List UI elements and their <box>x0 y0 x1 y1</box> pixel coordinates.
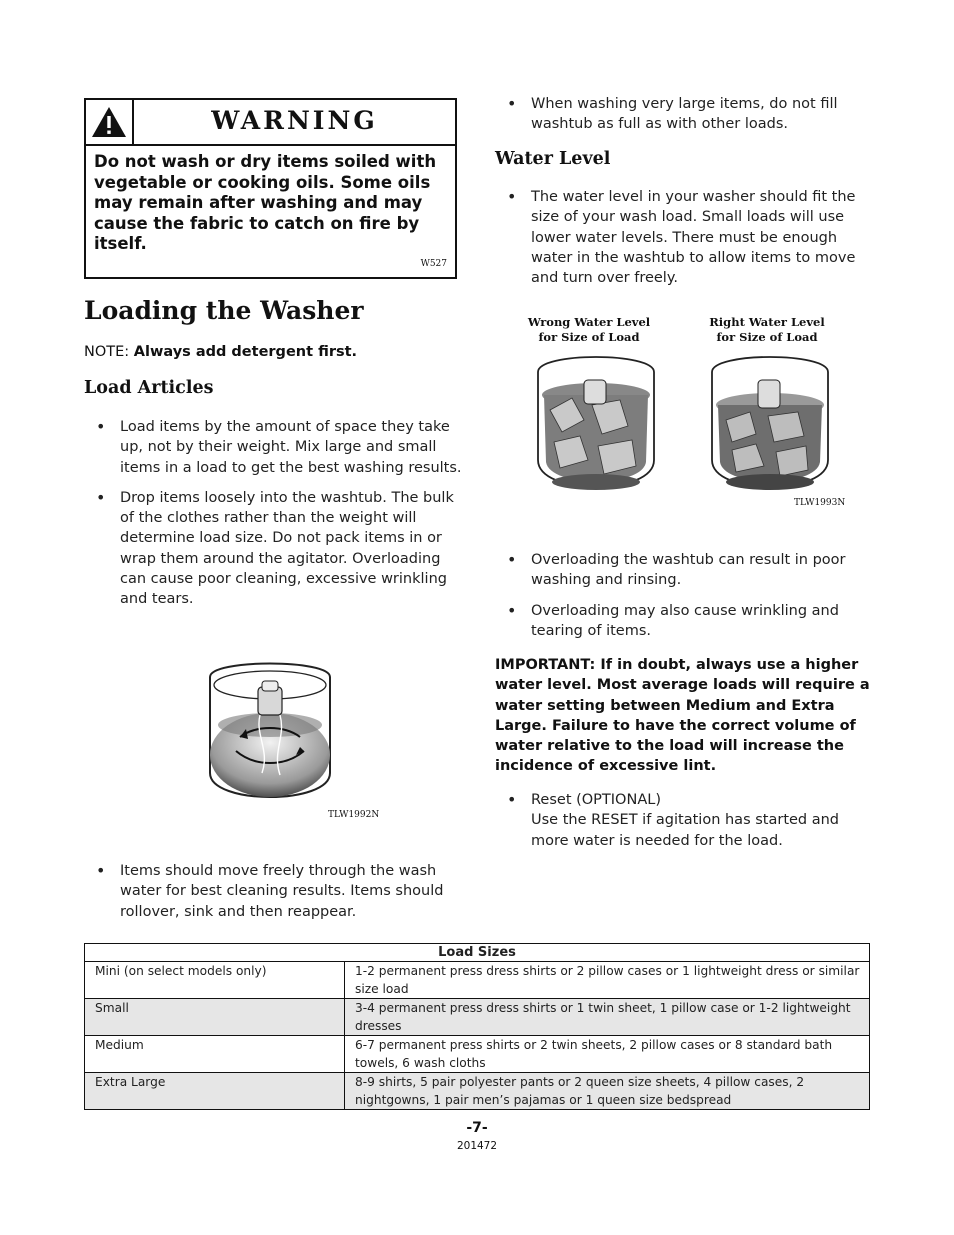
table-cell-desc: 8-9 shirts, 5 pair polyester pants or 2 queen size sheets, 4 pillow cases, 2 nightgowns, 1 pair men’s pajamas or 1 queen size bedspread <box>345 1073 870 1110</box>
document-number: 201472 <box>456 1140 498 1152</box>
warning-box <box>84 98 457 279</box>
table-row <box>85 999 870 1036</box>
table-title: Load Sizes <box>85 944 870 962</box>
warning-title: WARNING <box>211 106 378 135</box>
water-level-list <box>495 187 875 298</box>
section-title: Loading the Washer <box>84 296 364 325</box>
warning-code: W527 <box>420 259 447 269</box>
page-number: -7- <box>466 1120 488 1136</box>
important-text: If in doubt, always use a higher water level. Most average loads will require a water setting between Medium and Extra Large. Failure to have the correct volume of water relative to the load will increase the incidence of excessive lint. <box>495 657 870 775</box>
table-cell-desc: 3-4 permanent press dress shirts or 1 twin sheet, 1 pillow case or 1-2 lightweight dresses <box>345 999 870 1036</box>
wrong-level-caption: Wrong Water Level for Size of Load <box>527 315 651 344</box>
load-sizes-table <box>84 943 870 1110</box>
washtub-agitator-illustration <box>200 655 340 815</box>
note-text: Always add detergent first. <box>133 344 358 360</box>
water-level-heading: Water Level <box>495 149 611 169</box>
figure-code: TLW1992N <box>328 810 380 820</box>
list-item: • Load items by the amount of space they take up, not by their weight. Mix large and small items in a load to get the best washing results. <box>84 417 464 478</box>
table-cell-size: Mini (on select models only) <box>85 962 345 999</box>
warning-triangle-icon <box>86 100 132 144</box>
table-row <box>85 1036 870 1073</box>
load-articles-list <box>84 417 464 620</box>
warning-header <box>86 100 455 146</box>
wrong-water-level-illustration <box>532 350 660 500</box>
note-line <box>84 344 357 360</box>
list-item: • When washing very large items, do not fill washtub as full as with other loads. <box>495 94 875 135</box>
table-row <box>85 962 870 999</box>
table-row <box>85 1073 870 1110</box>
right-water-level-illustration <box>706 350 834 500</box>
reset-title: • Reset (OPTIONAL) <box>531 792 661 808</box>
list-item: • Items should move freely through the wash water for best cleaning results. Items should rollover, sink and then reappear. <box>84 861 464 922</box>
list-item: • The water level in your washer should fit the size of your wash load. Small loads will use lower water levels. There must be enough water in the washtub to allow items to move and turn over freely. <box>495 187 875 288</box>
important-note <box>495 655 875 777</box>
table-cell-size: Small <box>85 999 345 1036</box>
warning-icon-cell <box>86 100 134 144</box>
overloading-list <box>495 550 875 651</box>
list-item: • Overloading may also cause wrinkling and tearing of items. <box>495 601 875 642</box>
warning-text: Do not wash or dry items soiled with vegetable or cooking oils. Some oils may remain after washing and may cause the fabric to catch on fire by itself. <box>94 152 437 253</box>
table-cell-size: Medium <box>85 1036 345 1073</box>
reset-text: Use the RESET if agitation has started and more water is needed for the load. <box>531 812 840 849</box>
list-item <box>495 790 875 851</box>
list-item: • Drop items loosely into the washtub. The bulk of the clothes rather than the weight will determine load size. Do not pack items in or wrap them around the agitator. Overloading can cause poor cleaning, excessive wrinkling and tears. <box>84 488 464 610</box>
right-level-caption: Right Water Level for Size of Load <box>709 315 825 344</box>
water-figure-code: TLW1993N <box>794 498 846 508</box>
note-label: NOTE: <box>84 344 130 360</box>
agitation-list <box>84 861 464 932</box>
load-articles-heading: Load Articles <box>84 378 214 398</box>
list-item: • Overloading the washtub can result in poor washing and rinsing. <box>495 550 875 591</box>
table-cell-desc: 6-7 permanent press shirts or 2 twin sheets, 2 pillow cases or 8 standard bath towels, 6 wash cloths <box>345 1036 870 1073</box>
table-header-row <box>85 944 870 962</box>
important-label: IMPORTANT: <box>495 657 596 673</box>
table-cell-size: Extra Large <box>85 1073 345 1110</box>
reset-list <box>495 790 875 861</box>
table-cell-desc: 1-2 permanent press dress shirts or 2 pillow cases or 1 lightweight dress or similar size load <box>345 962 870 999</box>
large-items-list <box>495 94 875 145</box>
